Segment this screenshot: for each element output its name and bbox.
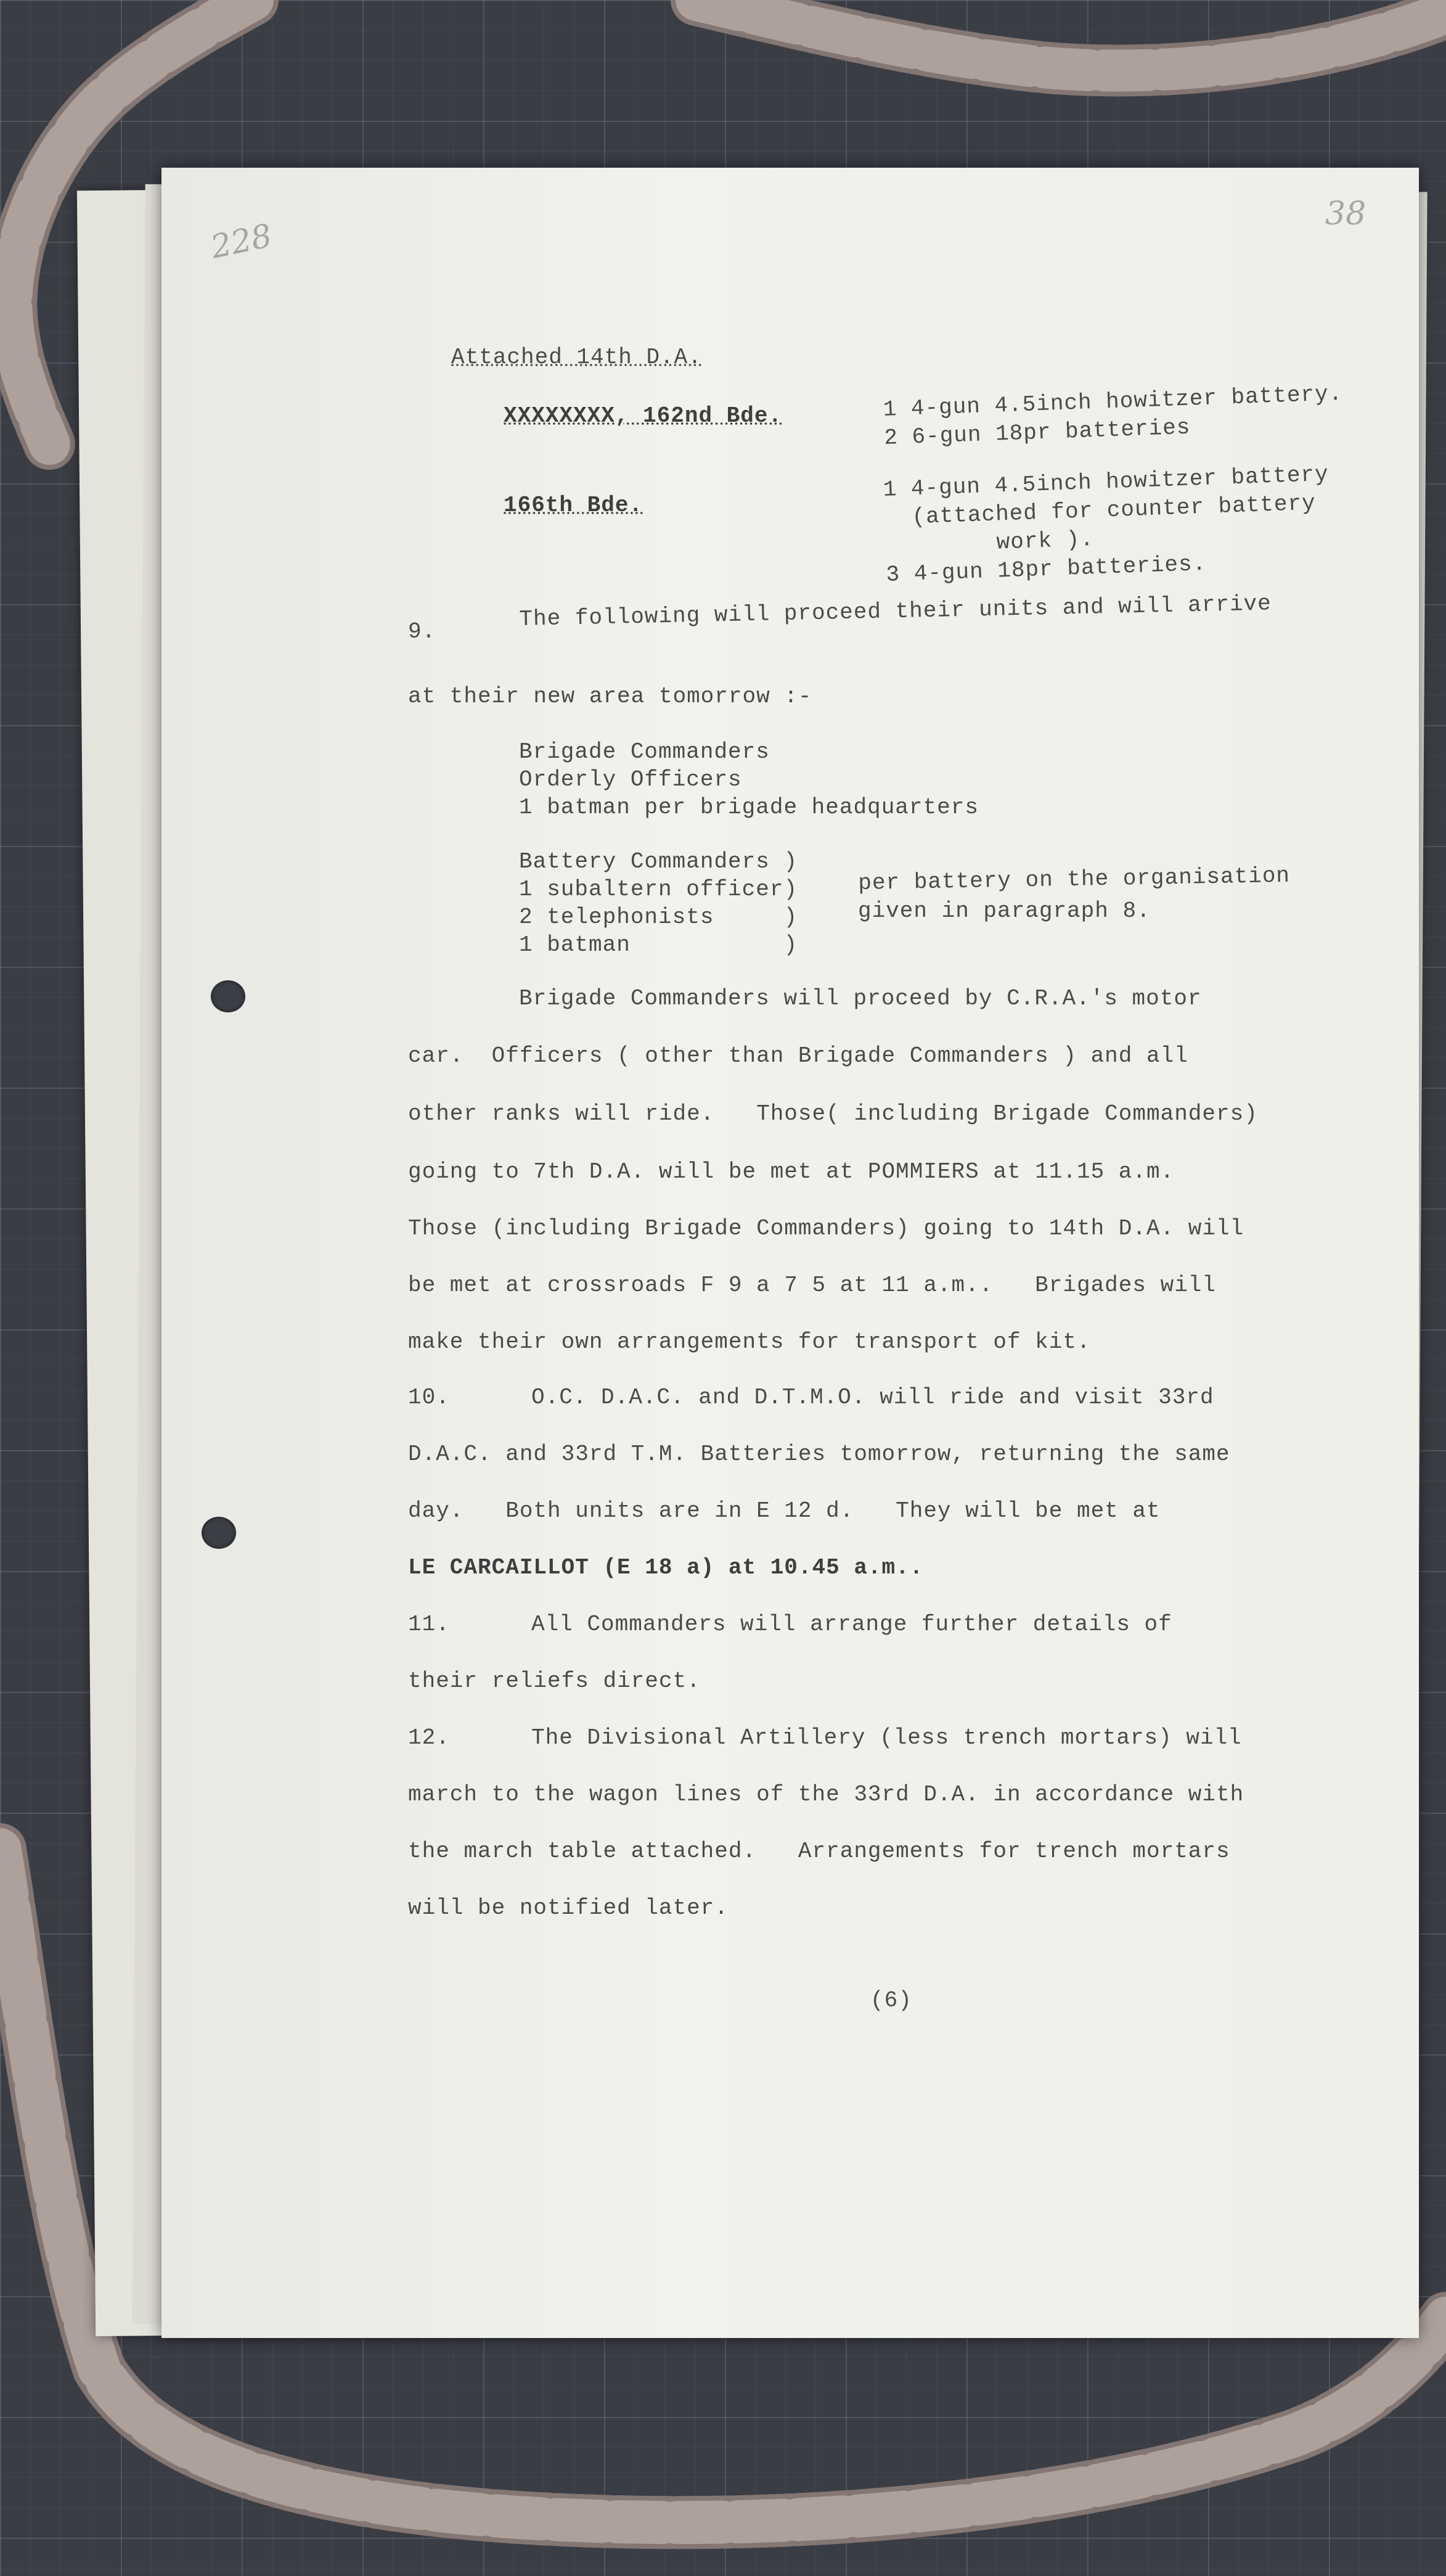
para9-line: The following will proceed their units and will arrive <box>519 591 1272 632</box>
unit-label: 166th Bde. <box>504 493 643 518</box>
body-line: will be notified later. <box>408 1895 729 1921</box>
para10-number: 10. <box>408 1385 450 1410</box>
para9-number: 9. <box>408 619 436 644</box>
list-item: Orderly Officers <box>519 767 742 792</box>
unit-detail: 1 4-gun 4.5inch howitzer battery. 2 6-gun 18pr batteries <box>883 380 1343 451</box>
pencil-folio-right: 38 <box>1325 195 1366 232</box>
body-line: be met at crossroads F 9 a 7 5 at 11 a.m.. Brigades will <box>408 1273 1217 1298</box>
body-line: going to 7th D.A. will be met at POMMIERS at 11.15 a.m. <box>408 1159 1175 1184</box>
typed-page <box>161 168 1419 2338</box>
list-item: 1 batman per brigade headquarters <box>519 795 979 820</box>
body-line: other ranks will ride. Those( including Brigade Commanders) <box>408 1101 1258 1126</box>
list-item: 2 telephonists ) <box>519 904 798 930</box>
page-marker: (6) <box>870 1988 912 2013</box>
unit-detail: 1 4-gun 4.5inch howitzer battery (attached for counter battery work ). 3 4-gun 18pr batteries. <box>883 461 1330 588</box>
body-line: LE CARCAILLOT (E 18 a) at 10.45 a.m.. <box>408 1555 924 1580</box>
unit-label: XXXXXXXX, 162nd Bde. <box>504 403 783 429</box>
list-item: Battery Commanders ) <box>519 849 798 874</box>
body-line: O.C. D.A.C. and D.T.M.O. will ride and visit 33rd <box>531 1385 1214 1410</box>
para11-number: 11. <box>408 1612 450 1637</box>
body-line: their reliefs direct. <box>408 1668 701 1694</box>
para9-line: at their new area tomorrow :- <box>408 684 812 709</box>
punch-hole <box>202 1517 236 1549</box>
body-line: All Commanders will arrange further details of <box>531 1612 1172 1637</box>
list-note: given in paragraph 8. <box>858 898 1151 924</box>
body-line: march to the wagon lines of the 33rd D.A. in accordance with <box>408 1782 1244 1807</box>
body-line: car. Officers ( other than Brigade Commanders ) and all <box>408 1043 1188 1069</box>
body-line: The Divisional Artillery (less trench mortars) will <box>531 1725 1242 1750</box>
body-line: D.A.C. and 33rd T.M. Batteries tomorrow, returning the same <box>408 1442 1230 1467</box>
body-line: make their own arrangements for transport of kit. <box>408 1329 1091 1355</box>
body-line: the march table attached. Arrangements for trench mortars <box>408 1839 1230 1864</box>
body-line: Brigade Commanders will proceed by C.R.A.'s motor <box>519 986 1202 1011</box>
body-line: day. Both units are in E 12 d. They will be met at <box>408 1498 1161 1524</box>
list-note: per battery on the organisation <box>858 863 1291 896</box>
pencil-folio-left: 228 <box>207 217 276 266</box>
para12-number: 12. <box>408 1725 450 1750</box>
heading: Attached 14th D.A. <box>451 345 702 370</box>
list-item: 1 subaltern officer) <box>519 877 798 902</box>
body-line: Those (including Brigade Commanders) going to 14th D.A. will <box>408 1216 1244 1241</box>
list-item: 1 batman ) <box>519 932 798 958</box>
list-item: Brigade Commanders <box>519 739 770 765</box>
punch-hole <box>211 980 245 1012</box>
